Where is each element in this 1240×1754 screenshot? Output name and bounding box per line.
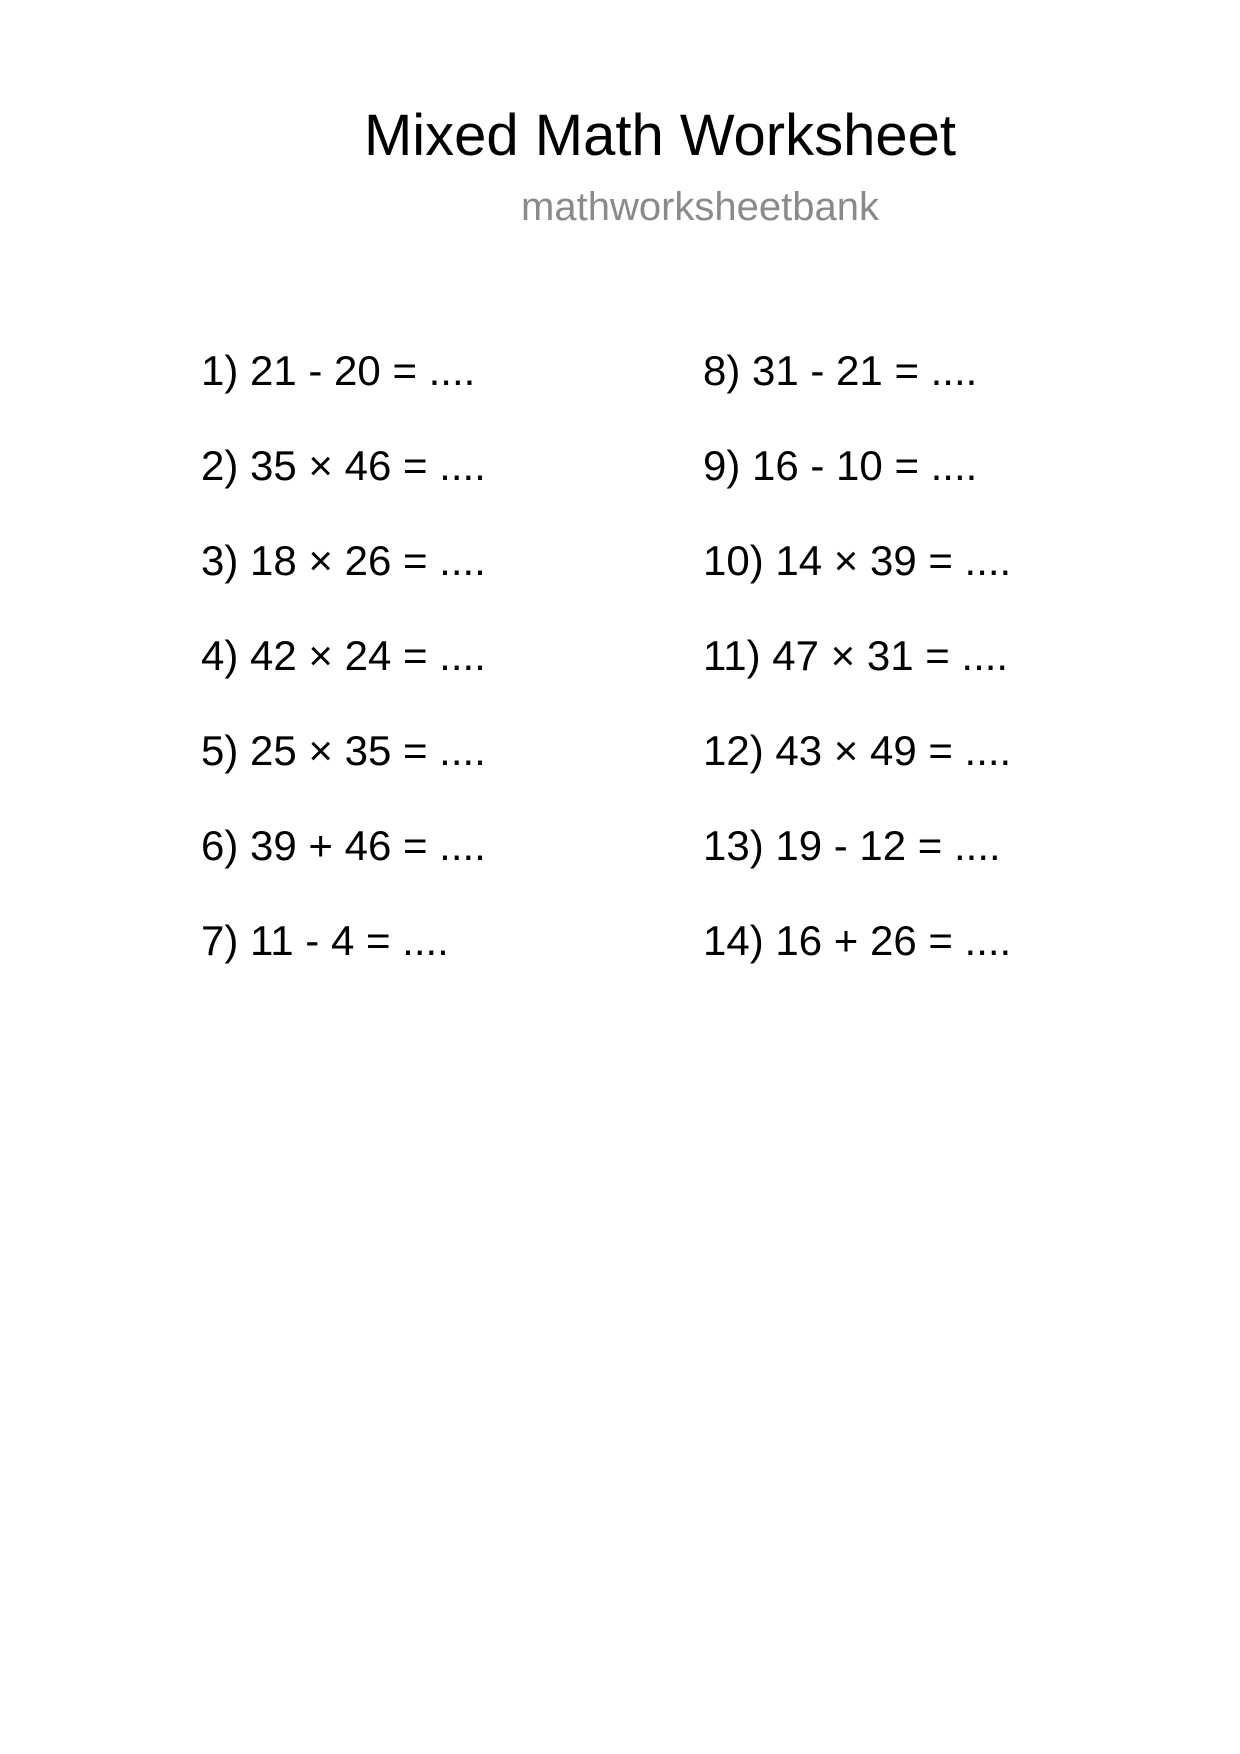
source-label: mathworksheetbank bbox=[521, 185, 879, 229]
problem-item: 10) 14 × 39 = .... bbox=[703, 537, 1012, 584]
problem-item: 11) 47 × 31 = .... bbox=[703, 632, 1009, 679]
problem-item: 14) 16 + 26 = .... bbox=[703, 917, 1012, 964]
problem-item: 6) 39 + 46 = .... bbox=[201, 822, 486, 869]
problem-item: 3) 18 × 26 = .... bbox=[201, 537, 486, 584]
problem-item: 4) 42 × 24 = .... bbox=[201, 632, 486, 679]
page-title: Mixed Math Worksheet bbox=[363, 103, 957, 168]
problem-item: 13) 19 - 12 = .... bbox=[703, 822, 1001, 869]
problem-item: 9) 16 - 10 = .... bbox=[703, 442, 978, 489]
problem-item: 5) 25 × 35 = .... bbox=[201, 727, 486, 774]
problem-item: 2) 35 × 46 = .... bbox=[201, 442, 486, 489]
problem-item: 7) 11 - 4 = .... bbox=[201, 917, 449, 964]
problem-item: 1) 21 - 20 = .... bbox=[201, 347, 476, 394]
problem-list-right bbox=[703, 347, 1011, 1012]
problem-item: 12) 43 × 49 = .... bbox=[703, 727, 1012, 774]
problem-list-left bbox=[201, 347, 486, 1012]
problem-item: 8) 31 - 21 = .... bbox=[703, 347, 978, 394]
